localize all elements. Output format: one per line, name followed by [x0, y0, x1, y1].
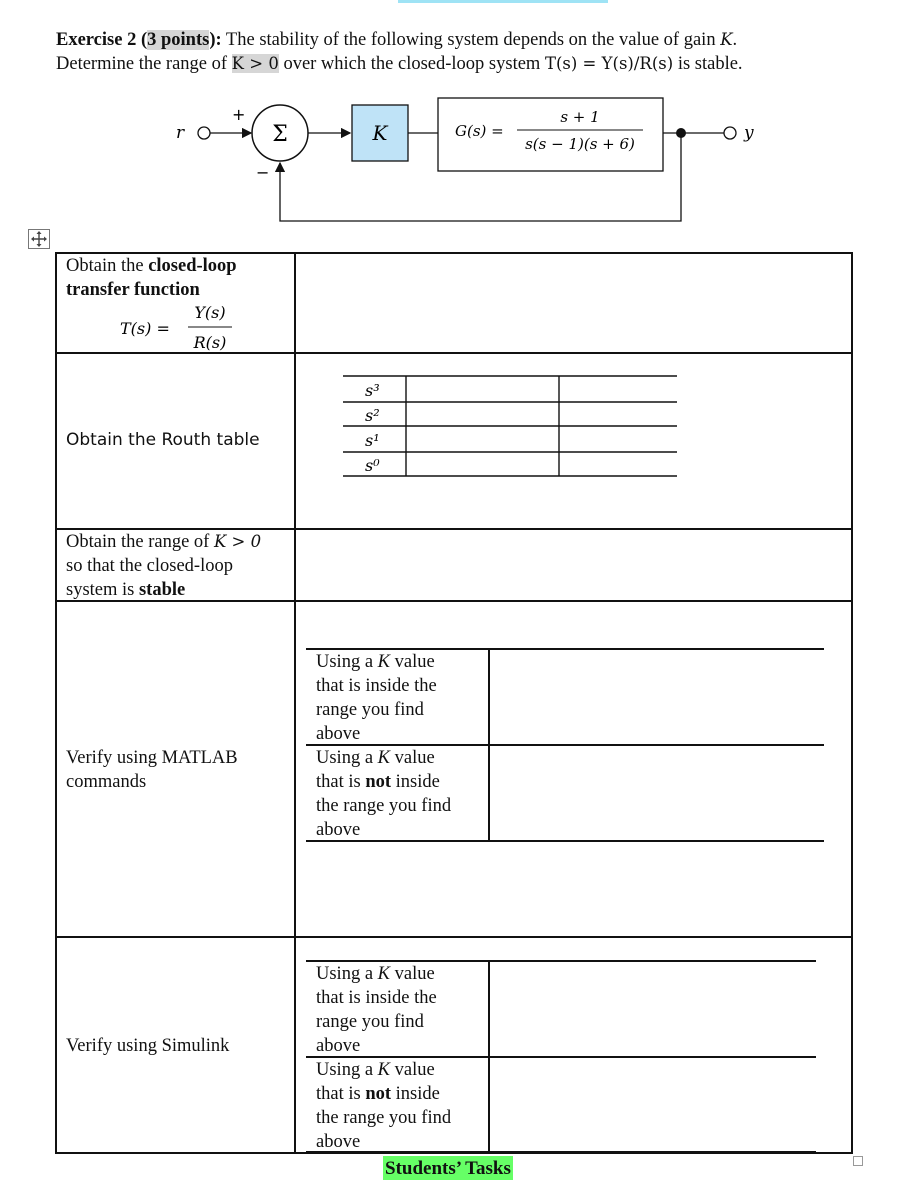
gain-symbol: K	[720, 30, 733, 49]
row-label-simulink: Verify using Simulink	[66, 1036, 230, 1056]
transfer-function-expression: T(s) = Y(s)/R(s)	[544, 54, 674, 73]
summer-symbol: Σ	[272, 122, 288, 147]
label-text: above	[316, 820, 361, 840]
table-column-divider	[294, 253, 296, 1153]
routh-row-s2: s²	[365, 406, 380, 425]
gain-symbol: K	[377, 748, 391, 768]
heading-text: The stability of the following system depends on the value of gain	[221, 30, 721, 50]
label-text: range you find	[316, 700, 424, 720]
label-text: that is	[316, 772, 366, 792]
label-text: Using a	[316, 1060, 378, 1080]
label-text: so that the closed-loop	[66, 556, 233, 576]
heading-line-1	[56, 28, 886, 52]
routh-row-s3: s³	[365, 381, 380, 400]
tf-denominator: R(s)	[193, 333, 227, 352]
gain-condition: K > 0	[213, 532, 262, 551]
matlab-inside-k-label	[316, 650, 437, 746]
gain-symbol: K	[377, 964, 391, 984]
heading-text: Determine the range of	[56, 54, 232, 74]
label-bold: not	[365, 772, 392, 792]
label-text: Obtain the	[66, 256, 149, 276]
matlab-outside-k-label	[316, 746, 451, 842]
row-label-stability-range	[66, 530, 261, 602]
label-text: the range you find	[316, 796, 452, 816]
label-bold: stable	[138, 580, 186, 600]
output-terminal	[724, 127, 736, 139]
row-divider	[55, 936, 853, 938]
tf-lhs: T(s) =	[120, 319, 170, 338]
simulink-inside-k-label	[316, 962, 437, 1058]
label-text: that is inside the	[316, 988, 437, 1008]
label-text: system is	[66, 580, 139, 600]
label-text: Obtain the range of	[66, 532, 214, 552]
label-text: inside	[391, 772, 440, 792]
routh-row-s1: s¹	[365, 431, 380, 450]
exercise-title-close: ):	[209, 30, 222, 50]
label-text: the range you find	[316, 1108, 452, 1128]
label-text: above	[316, 724, 361, 744]
gain-symbol: K	[377, 652, 391, 672]
routh-row-s0: s⁰	[365, 456, 380, 475]
label-text: that is inside the	[316, 676, 437, 696]
exercise-title: Exercise 2 (	[56, 30, 148, 50]
routh-table	[343, 375, 683, 481]
plus-sign: +	[232, 105, 246, 124]
simulink-subtable-divider	[488, 960, 490, 1152]
gain-condition: K > 0	[231, 54, 279, 73]
plant-denominator: s(s − 1)(s + 6)	[525, 135, 635, 153]
minus-sign: −	[256, 163, 270, 182]
gain-symbol: K	[377, 1060, 391, 1080]
label-text: above	[316, 1036, 361, 1056]
row-label-matlab	[66, 746, 238, 794]
gain-label: K	[372, 121, 388, 145]
points-badge: 3 points	[147, 30, 210, 50]
label-text: Verify using MATLAB	[66, 748, 238, 768]
label-bold: not	[365, 1084, 392, 1104]
heading-line-2	[56, 52, 886, 76]
table-move-handle-icon[interactable]	[28, 229, 50, 249]
row-label-transfer-function	[66, 254, 237, 302]
label-text: value	[390, 748, 435, 768]
heading-period: .	[732, 30, 738, 50]
top-accent-bar	[398, 0, 608, 3]
block-diagram	[0, 90, 920, 230]
plant-lhs: G(s) =	[455, 122, 504, 140]
label-text: that is	[316, 1084, 366, 1104]
input-terminal	[198, 127, 210, 139]
label-bold: transfer function	[66, 280, 200, 300]
simulink-outside-k-label	[316, 1058, 451, 1154]
label-text: range you find	[316, 1012, 424, 1032]
label-text: commands	[66, 772, 147, 792]
output-label: y	[744, 123, 754, 143]
tf-numerator: Y(s)	[194, 303, 226, 322]
students-tasks-label: Students’ Tasks	[385, 1158, 511, 1179]
plant-numerator: s + 1	[560, 108, 600, 126]
label-text: Using a	[316, 964, 378, 984]
label-text: inside	[391, 1084, 440, 1104]
heading-text: over which the closed-loop system	[278, 54, 545, 74]
table-resize-handle[interactable]	[853, 1156, 863, 1166]
label-text: value	[390, 652, 435, 672]
label-text: Using a	[316, 652, 378, 672]
transfer-function-formula	[120, 300, 250, 356]
input-label: r	[176, 123, 185, 143]
label-bold: closed-loop	[148, 256, 237, 276]
matlab-subtable-divider	[488, 648, 490, 840]
label-text: above	[316, 1132, 361, 1152]
row-label-routh: Obtain the Routh table	[66, 430, 260, 450]
exercise-heading	[56, 28, 886, 76]
label-text: value	[390, 964, 435, 984]
label-text: value	[390, 1060, 435, 1080]
label-text: Using a	[316, 748, 378, 768]
heading-text: is stable.	[673, 54, 743, 74]
